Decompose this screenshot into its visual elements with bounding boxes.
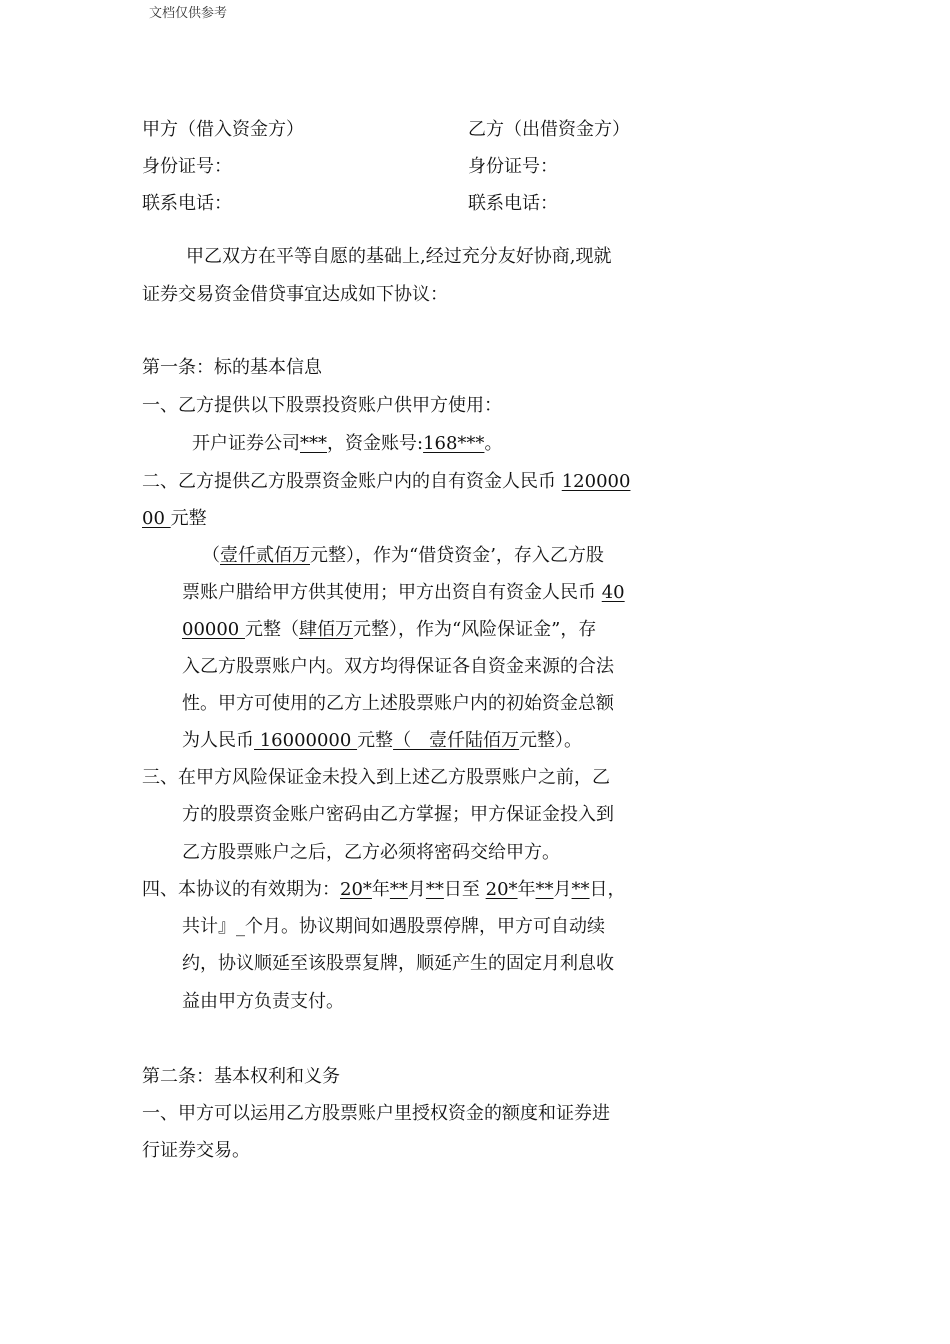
deposit-mid: 元整（ bbox=[244, 619, 299, 640]
party-a-id-label: 身份证号： bbox=[142, 156, 232, 177]
total-amount: 16000000 bbox=[254, 730, 358, 751]
party-b-id-label: 身份证号： bbox=[468, 156, 558, 177]
intro-line-2: 证券交易资金借贷事宜达成如下协议： bbox=[142, 284, 448, 305]
party-b-phone-label: 联系电话： bbox=[468, 193, 558, 214]
article-1-item-1: 一、乙方提供以下股票投资账户供甲方使用： bbox=[142, 395, 502, 416]
total-rest: 元整）。 bbox=[519, 730, 583, 751]
item-2-line-8 bbox=[182, 729, 582, 753]
item-2-line-1 bbox=[142, 470, 630, 494]
loan-amount-suffix: 元整 bbox=[170, 508, 207, 529]
article-2-item-1-line-2: 行证券交易。 bbox=[142, 1140, 250, 1161]
paren-open: （ bbox=[202, 545, 220, 566]
year-char-1: 年 bbox=[371, 879, 390, 900]
loan-amount-part-1: 120000 bbox=[561, 471, 631, 492]
end-day: ** bbox=[571, 879, 590, 900]
deposit-amount-part-2: 00000 bbox=[182, 619, 245, 640]
item-2-line-3-rest: 元整），作为“借贷资金’，存入乙方股 bbox=[310, 545, 604, 566]
item-3-line-2: 方的股票资金账户密码由乙方掌握；甲方保证金投入到 bbox=[182, 804, 614, 825]
item-2-line-5-rest: 元整），作为“风险保证金”，存 bbox=[352, 619, 597, 640]
end-month: ** bbox=[535, 879, 554, 900]
item-2-line-4-prefix: 票账户腊给甲方供其使用；甲方出资自有资金人民币 bbox=[182, 582, 602, 603]
total-mid: 元整 bbox=[357, 730, 394, 751]
item-2-line-4 bbox=[182, 581, 625, 605]
item-2-line-5 bbox=[182, 618, 596, 642]
item-4-line-3: 约，协议顺延至该股票复牌，顺延产生的固定月利息收 bbox=[182, 953, 614, 974]
securities-company: *** bbox=[300, 433, 327, 454]
loan-amount-words: 壹仟贰佰万 bbox=[220, 545, 310, 566]
total-amount-words: （ 壹仟陆佰万 bbox=[393, 730, 520, 751]
deposit-amount-words: 肆佰万 bbox=[298, 619, 353, 640]
day-char-2: 日， bbox=[589, 879, 626, 900]
month-char-1: 月 bbox=[407, 879, 426, 900]
header-note: 文档仅供参考 bbox=[149, 6, 228, 21]
article-2-title: 第二条：基本权利和义务 bbox=[142, 1066, 340, 1087]
start-day: ** bbox=[425, 879, 444, 900]
end-year: 20* bbox=[485, 879, 518, 900]
article-1-title: 第一条：标的基本信息 bbox=[142, 357, 322, 378]
item-3-line-1: 三、在甲方风险保证金未投入到上述乙方股票账户之前，乙 bbox=[142, 767, 610, 788]
item-4-line-4: 益由甲方负责支付。 bbox=[182, 991, 344, 1012]
start-month: ** bbox=[389, 879, 408, 900]
intro-line-1: 甲乙双方在平等自愿的基础上,经过充分友好协商,现就 bbox=[186, 246, 612, 267]
deposit-amount-part-1: 40 bbox=[601, 582, 625, 603]
account-prefix: 开户证券公司 bbox=[192, 433, 300, 454]
item-2-line-2 bbox=[142, 507, 207, 531]
loan-amount-part-2: 00 bbox=[142, 508, 171, 529]
item-3-line-3: 乙方股票账户之后，乙方必须将密码交给甲方。 bbox=[182, 842, 560, 863]
start-year: 20* bbox=[340, 879, 372, 900]
item-2-prefix: 二、乙方提供乙方股票资金账户内的自有资金人民币 bbox=[142, 471, 562, 492]
party-b-title: 乙方（出借资金方） bbox=[468, 119, 630, 140]
party-a-phone-label: 联系电话： bbox=[142, 193, 232, 214]
item-2-line-7: 性。甲方可使用的乙方上述股票账户内的初始资金总额 bbox=[182, 693, 614, 714]
fund-account-number: 168*** bbox=[423, 433, 485, 454]
party-a-title: 甲方（借入资金方） bbox=[142, 119, 304, 140]
account-info-line bbox=[192, 432, 502, 456]
account-mid: ，资金账号: bbox=[327, 433, 424, 454]
day-to-char: 日至 bbox=[443, 879, 486, 900]
item-4-line-2: 共计』_个月。协议期间如遇股票停牌，甲方可自动续 bbox=[182, 916, 605, 937]
year-char-2: 年 bbox=[517, 879, 536, 900]
article-2-item-1-line-1: 一、甲方可以运用乙方股票账户里授权资金的额度和证券进 bbox=[142, 1103, 610, 1124]
term-prefix: 四、本协议的有效期为： bbox=[142, 879, 340, 900]
total-prefix: 为人民币 bbox=[182, 730, 254, 751]
item-4-line-1 bbox=[142, 878, 626, 902]
month-char-2: 月 bbox=[553, 879, 572, 900]
item-2-line-3 bbox=[202, 544, 604, 568]
item-2-line-6: 入乙方股票账户内。双方均得保证各自资金来源的合法 bbox=[182, 656, 614, 677]
account-end: 。 bbox=[484, 433, 503, 454]
